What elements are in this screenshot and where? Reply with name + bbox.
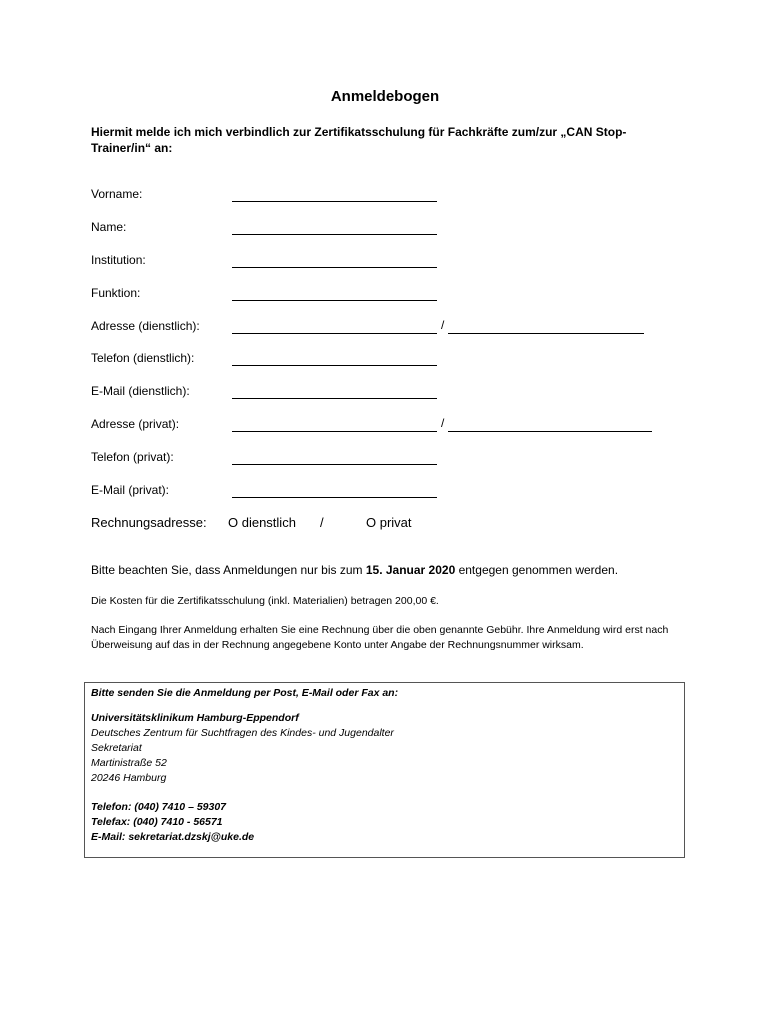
field-label: Institution: [91,253,146,267]
intro-text: Hiermit melde ich mich verbindlich zur Zertifikatsschulung für Fachkräfte zum/zur „CAN Stop-Trainer/in“ an: [91,125,627,155]
contact-city: 20246 Hamburg [91,772,167,784]
page-title: Anmeldebogen [330,88,440,105]
cost-note: Die Kosten für die Zertifikatsschulung (inkl. Materialien) betragen 200,00 €. [91,595,439,607]
contact-email[interactable]: E-Mail: sekretariat.dzskj@uke.de [91,831,255,843]
field-label: Telefon (privat): [91,450,174,464]
field-label: Telefon (dienstlich): [91,351,195,365]
separator: / [441,416,445,430]
deadline-note [91,563,618,577]
billing-separator: / [320,515,324,530]
fill-line[interactable] [232,497,437,498]
payment-note: Nach Eingang Ihrer Anmeldung erhalten Sie eine Rechnung über die oben genannte Gebühr. Ihre Anmeldung wird erst nach Überweisung auf das in der Rechnung angegebene Konto unter Angabe der Rechnungsnummer wirksam. [91,624,669,651]
contact-organization: Universitätsklinikum Hamburg-Eppendorf [91,712,299,724]
deadline-text-post: entgegen genommen werden. [455,563,619,577]
fill-line[interactable] [232,398,437,399]
field-label: Funktion: [91,286,141,300]
billing-label: Rechnungsadresse: [91,515,207,530]
field-label: Adresse (dienstlich): [91,319,200,333]
fill-line-2[interactable] [448,431,652,432]
fill-line[interactable] [232,267,437,268]
field-label: Name: [91,220,127,234]
fill-line[interactable] [232,300,437,301]
contact-heading: Bitte senden Sie die Anmeldung per Post, E-Mail oder Fax an: [91,687,399,699]
contact-phone: Telefon: (040) 7410 – 59307 [91,801,227,813]
deadline-date: 15. Januar 2020 [365,563,456,577]
fill-line[interactable] [232,431,437,432]
deadline-text-pre: Bitte beachten Sie, dass Anmeldungen nur bis zum [91,563,366,577]
field-label: Vorname: [91,187,143,201]
fill-line[interactable] [232,464,437,465]
billing-option-dienstlich[interactable]: O dienstlich [228,515,296,530]
contact-department: Deutsches Zentrum für Suchtfragen des Kindes- und Jugendalter [91,727,394,739]
billing-option-privat[interactable]: O privat [366,515,412,530]
fill-line-2[interactable] [448,333,644,334]
contact-box [84,682,685,858]
fill-line[interactable] [232,365,437,366]
fill-line[interactable] [232,234,437,235]
field-label: Adresse (privat): [91,417,180,431]
contact-fax: Telefax: (040) 7410 - 56571 [91,816,223,828]
separator: / [441,318,445,332]
contact-street: Martinistraße 52 [91,757,167,769]
contact-office: Sekretariat [91,742,142,754]
field-label: E-Mail (privat): [91,483,170,497]
fill-line[interactable] [232,333,437,334]
fill-line[interactable] [232,201,437,202]
field-label: E-Mail (dienstlich): [91,384,190,398]
